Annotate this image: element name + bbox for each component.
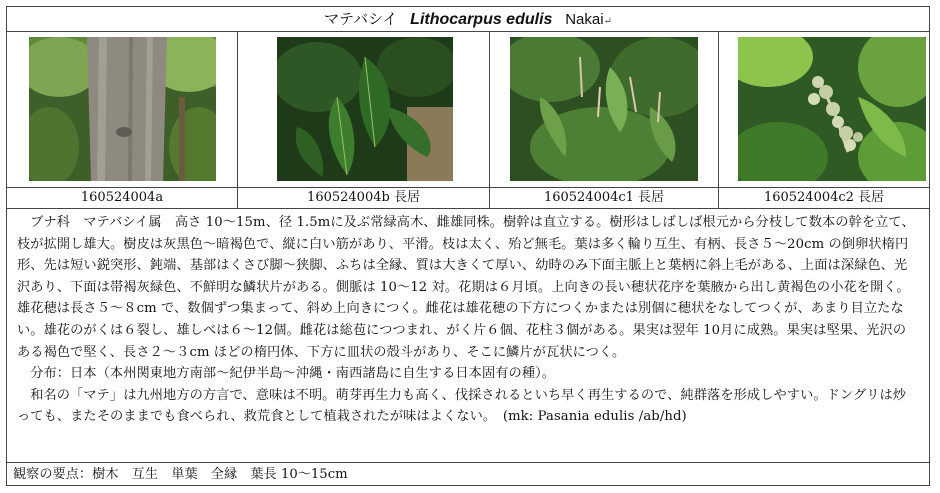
- shoots-photo: [510, 37, 698, 181]
- caption-row: [7, 188, 929, 209]
- observation-points: 観察の要点：樹木 互生 単葉 全縁 葉長 10～15cm: [13, 467, 348, 482]
- author-name: Nakai: [565, 11, 604, 28]
- photo-caption-1: 160524004a: [80, 190, 164, 205]
- plant-sheet: [6, 6, 930, 486]
- photo-caption-3: 160524004c1 長居: [489, 188, 718, 208]
- photo-caption-2: 160524004b 長居: [237, 188, 489, 208]
- description: [7, 209, 929, 463]
- description-paragraph: ブナ科 マテバシイ属 高さ 10～15m、径 1.5mに及ぶ常緑高木、雌雄同株。樹幹は直立する。樹形はしばしば根元から分枝して数本の幹を立て、枝が拡開し雄大。樹皮は灰黒色～暗褐色で、縦に白い筋があり、平滑。枝は太く、殆ど無毛。葉は多く輪り互生、有柄、長さ５～20cm の倒卵状楕円形、先は短い鋭突形、鈍端、基部はくさび脚～狭脚、ふちは全縁、質は大きくて厚い、幼時のみ下面主脈上と葉柄に斜上毛がある、上面は深緑色、光沢あり、下面は帯褐灰緑色、不鮮明な鱗状片がある。側脈は 10～12 対。花期は６月頃。上向きの長い穂状花序を葉腋から出し黄褐色の小花を開く。雄花穂は長さ５～８cm で、数個ずつ集まって、斜め上向きにつく。雌花は雄花穂の下方につくかまたは別個に穂状をなしてつくが、あまり目立たない。雄花のがくは６裂し、雄しべは６～12個。雌花は総苞につつまれ、がく片６個、花柱３個がある。果実は翌年 10月に成熟。果実は堅果、光沢のある褐色で堅く、長さ２～３cm ほどの楕円体、下方に皿状の殻斗があり、そこに鱗片が瓦状につく。: [17, 215, 915, 360]
- etymology-paragraph: 和名の「マテ」は九州地方の方言で、意味は不明。萌芽再生力も高く、伐採されるといち早く再生するので、純群落を形成しやすい。ドングリは炒っても、またそのままでも食べられ、救荒食として植栽されたが味はよくない。 (mk: Pasania edulis /ab/hd): [17, 387, 907, 425]
- distribution-paragraph: 分布：日本（本州関東地方南部～紀伊半島～沖縄・南西諸島に自生する日本固有の種）。: [30, 366, 556, 382]
- leaves-photo: [277, 37, 453, 181]
- scientific-name: Lithocarpus edulis: [410, 11, 553, 28]
- photo-cell-3: [489, 32, 718, 187]
- fruit-photo: [738, 37, 926, 181]
- photo-caption-4: 160524004c2 長居: [718, 188, 929, 208]
- photo-cell-4: [718, 32, 929, 187]
- return-mark: ↵: [603, 16, 612, 27]
- tree-trunk-photo: [29, 37, 216, 181]
- photo-row: [7, 32, 929, 188]
- title-row: [7, 7, 929, 32]
- photo-cell-2: [237, 32, 489, 187]
- japanese-name: マテバシイ: [324, 10, 398, 28]
- photo-cell-1: [7, 32, 237, 187]
